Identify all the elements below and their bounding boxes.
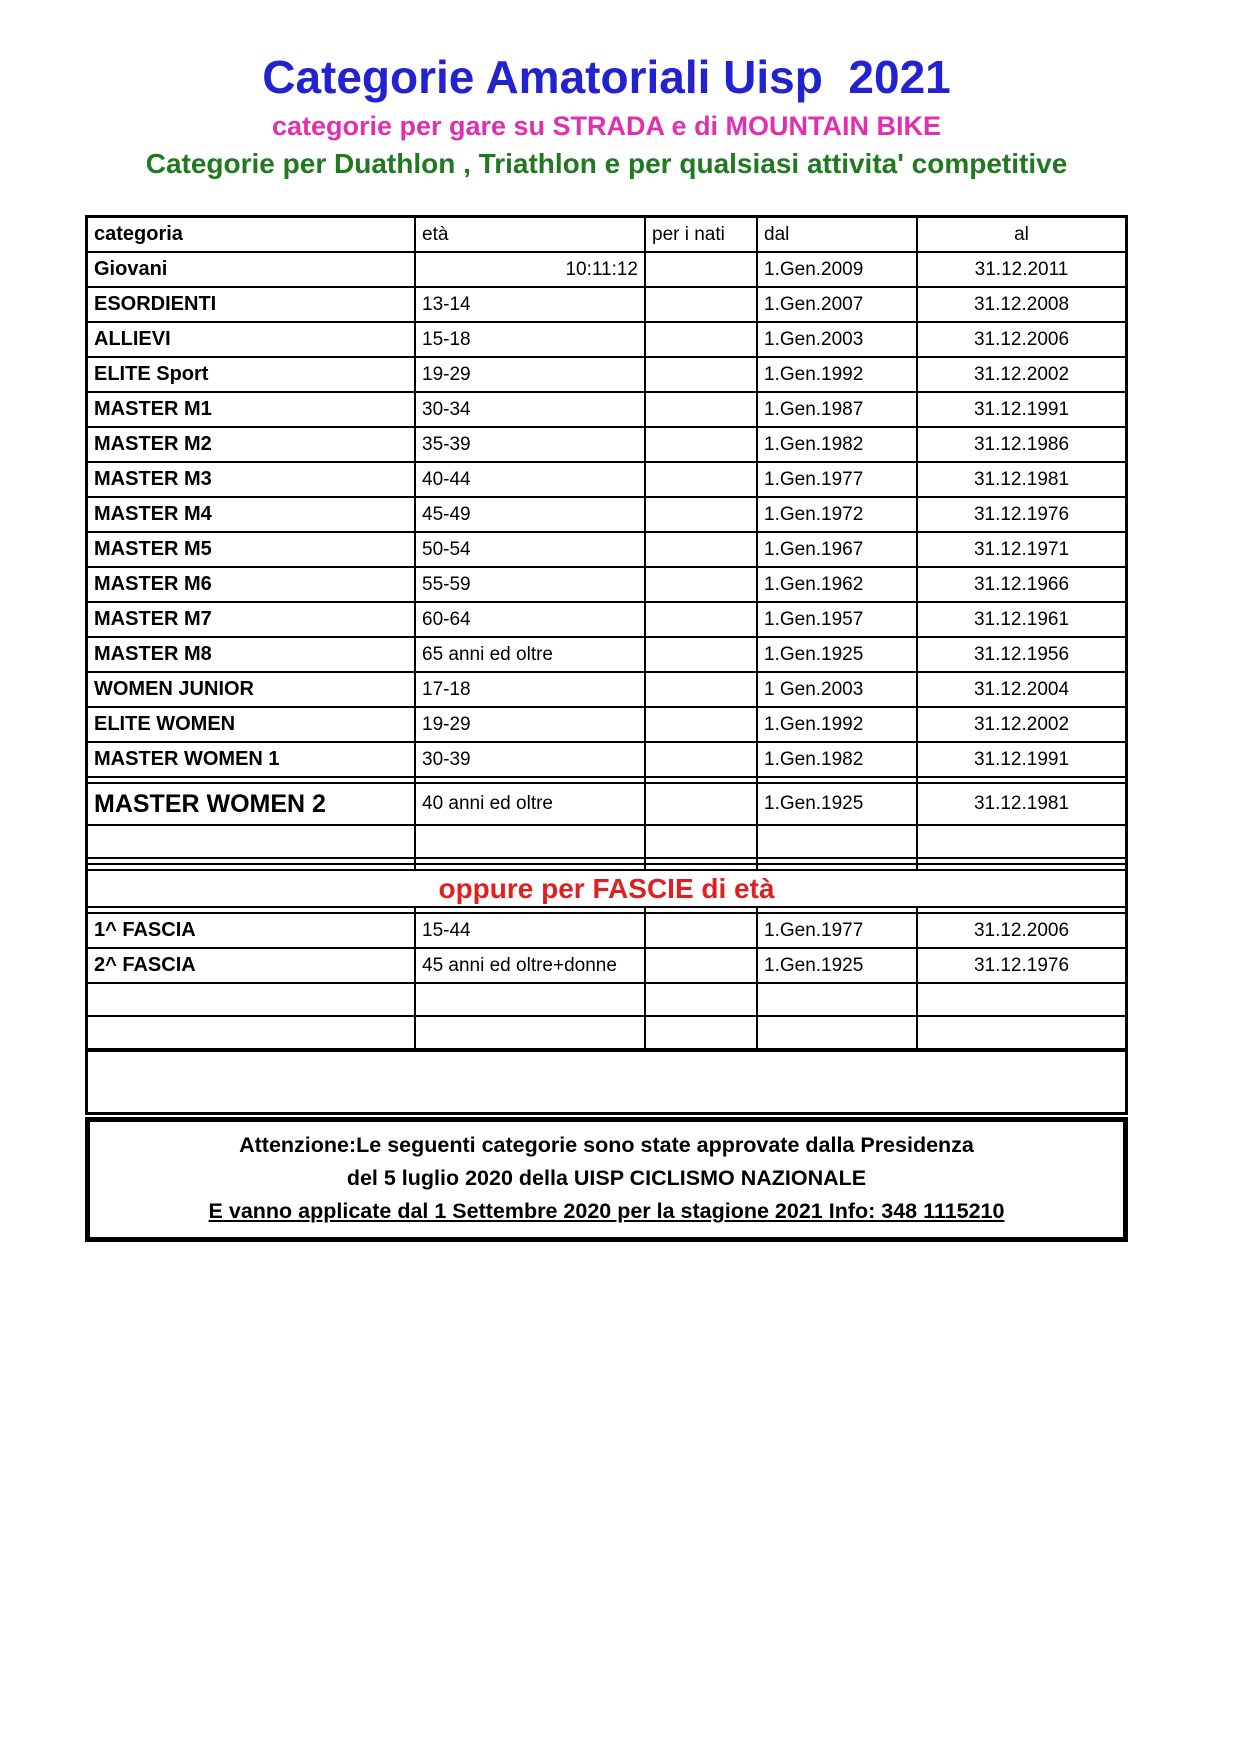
table-row [88,288,1125,323]
table-cell [416,908,646,912]
table-cell: 31.12.2006 [973,328,1070,350]
table-cell [646,393,758,426]
table-cell: 31.12.1971 [973,538,1070,560]
table-cell [646,859,758,863]
table-cell [646,826,758,857]
table-cell [646,498,758,531]
table-cell [646,865,758,869]
table-cell: ELITE Sport [88,358,416,391]
table-cell: 1.Gen.1982 [758,428,918,461]
table-cell: 40-44 [416,463,646,496]
table-row [88,673,1125,708]
table-cell [918,908,1125,912]
table-cell: 30-34 [416,393,646,426]
table-cell: 31.12.1961 [973,608,1070,630]
table-cell: 2^ FASCIA [88,949,416,982]
table-cell: 1.Gen.1957 [758,603,918,636]
table-row [88,253,1125,288]
table-row [88,708,1125,743]
table-cell [646,743,758,776]
table-cell: 31.12.2011 [974,258,1069,280]
empty-row [88,984,1125,1017]
header-categoria: categoria [88,218,416,251]
table-cell [646,533,758,566]
header-al: al [1014,223,1029,245]
table-cell: 50-54 [416,533,646,566]
table-cell: 1.Gen.2003 [758,323,918,356]
header-per-i-nati: per i nati [646,218,758,251]
table-cell [646,603,758,636]
table-cell: 1.Gen.1982 [758,743,918,776]
table-cell [758,826,918,857]
table-cell [758,859,918,863]
table-cell: 31.12.1986 [973,433,1070,455]
table-row [88,603,1125,638]
table-cell [646,358,758,391]
table-cell: 31.12.2002 [973,363,1070,385]
table-cell: 1.Gen.2007 [758,288,918,321]
table-row [88,949,1125,984]
section-title: oppure per FASCIE di età [438,872,775,904]
title-block [85,52,1128,180]
table-cell: 31.12.2008 [973,293,1070,315]
page-title: Categorie Amatoriali Uisp 2021 [262,51,951,103]
table-cell: MASTER M7 [88,603,416,636]
table-cell [646,638,758,671]
table-cell: 1.Gen.1925 [758,638,918,671]
table-cell: 31.12.1956 [973,643,1070,665]
table-cell [88,1017,416,1048]
table-cell: MASTER WOMEN 2 [88,784,416,824]
table-cell: 31.12.2006 [973,919,1070,941]
table-cell: 19-29 [416,358,646,391]
empty-row [88,826,1125,859]
categories-table [85,215,1128,1115]
table-cell: 1.Gen.1925 [758,784,918,824]
subtitle-competitive: Categorie per Duathlon , Triathlon e per qualsiasi attivita' competitive [145,147,1068,179]
table-row [88,743,1125,778]
table-cell: 45-49 [416,498,646,531]
table-cell [88,984,416,1015]
table-cell: 31.12.1976 [973,503,1070,525]
table-row [88,393,1125,428]
table-cell [88,859,416,863]
table-header-row [88,218,1125,253]
table-cell [416,984,646,1015]
table-cell: 1.Gen.1992 [758,708,918,741]
table-cell [918,984,1125,1015]
table-cell: 1.Gen.1925 [758,949,918,982]
table-cell [646,288,758,321]
section-title-row [88,871,1125,908]
table-cell: 1.Gen.1967 [758,533,918,566]
table-cell [646,908,758,912]
table-cell: 17-18 [416,673,646,706]
table-row [88,568,1125,603]
table-cell: 65 anni ed oltre [416,638,646,671]
table-cell: 31.12.1976 [973,954,1070,976]
table-cell: 13-14 [416,288,646,321]
table-cell: MASTER WOMEN 1 [88,743,416,776]
table-cell [758,865,918,869]
table-row [88,428,1125,463]
table-cell [646,673,758,706]
table-cell: ELITE WOMEN [88,708,416,741]
empty-row [88,1017,1125,1050]
table-cell: 60-64 [416,603,646,636]
table-cell: 1.Gen.1977 [758,463,918,496]
table-cell: 35-39 [416,428,646,461]
table-cell: 15-44 [416,914,646,947]
table-cell: 40 anni ed oltre [416,784,646,824]
table-cell: 10:11:12 [416,253,646,286]
table-cell: MASTER M8 [88,638,416,671]
table-cell: 31.12.2004 [973,678,1070,700]
table-cell: 1.Gen.1992 [758,358,918,391]
table-cell [646,253,758,286]
table-cell: 1.Gen.1977 [758,914,918,947]
table-cell [758,984,918,1015]
table-cell: 31.12.1966 [973,573,1070,595]
table-cell [646,428,758,461]
table-cell [646,984,758,1015]
table-cell [646,463,758,496]
table-cell: 1.Gen.1987 [758,393,918,426]
table-cell [758,908,918,912]
table-cell [416,859,646,863]
subtitle-road-mtb: categorie per gare su STRADA e di MOUNTAIN BIKE [271,110,942,141]
table-row [88,463,1125,498]
table-cell [88,826,416,857]
table-cell: MASTER M6 [88,568,416,601]
table-cell: 1.Gen.2009 [758,253,918,286]
notice-box [85,1117,1128,1242]
table-cell [918,859,1125,863]
table-row [88,638,1125,673]
table-cell: 31.12.1991 [973,748,1070,770]
table-cell [646,914,758,947]
table-cell [88,778,416,782]
table-cell [88,908,416,912]
table-cell: 31.12.1981 [973,793,1070,814]
notice-line-2: del 5 luglio 2020 della UISP CICLISMO NAZIONALE [346,1166,867,1191]
table-cell [646,784,758,824]
table-cell [416,865,646,869]
table-cell [416,826,646,857]
table-cell [918,1017,1125,1048]
table-cell [918,865,1125,869]
table-cell: 31.12.1981 [973,468,1070,490]
table-cell [646,778,758,782]
notice-line-3: E vanno applicate dal 1 Settembre 2020 per la stagione 2021 Info: 348 1115210 [208,1199,1005,1224]
table-cell [646,1017,758,1048]
table-cell [758,778,918,782]
table-cell [758,1017,918,1048]
table-cell: Giovani [88,253,416,286]
table-cell [646,949,758,982]
table-cell: ALLIEVI [88,323,416,356]
table-cell [416,778,646,782]
table-row [88,914,1125,949]
notice-line-1: Attenzione:Le seguenti categorie sono state approvate dalla Presidenza [239,1133,974,1157]
table-cell: 1.Gen.1962 [758,568,918,601]
table-cell [646,323,758,356]
table-row [88,498,1125,533]
table-cell [918,826,1125,857]
table-row [88,358,1125,393]
table-cell: 1^ FASCIA [88,914,416,947]
table-cell: ESORDIENTI [88,288,416,321]
table-cell: MASTER M2 [88,428,416,461]
table-cell: 1.Gen.1972 [758,498,918,531]
table-cell: 31.12.1991 [973,398,1070,420]
table-cell: 55-59 [416,568,646,601]
table-cell [88,865,416,869]
table-row [88,323,1125,358]
header-eta: età [416,218,646,251]
table-cell: MASTER M1 [88,393,416,426]
table-cell: MASTER M4 [88,498,416,531]
table-cell [646,708,758,741]
table-cell: 31.12.2002 [973,713,1070,735]
table-cell [416,1017,646,1048]
table-cell [646,568,758,601]
blank-wide-row [88,1050,1125,1112]
table-cell: MASTER M5 [88,533,416,566]
table-cell: WOMEN JUNIOR [88,673,416,706]
table-row [88,533,1125,568]
header-dal: dal [758,218,918,251]
table-cell: 19-29 [416,708,646,741]
table-cell: 15-18 [416,323,646,356]
table-cell: 1 Gen.2003 [758,673,918,706]
table-cell: MASTER M3 [88,463,416,496]
table-cell: 45 anni ed oltre+donne [416,949,646,982]
table-cell: 30-39 [416,743,646,776]
table-row [88,784,1125,826]
table-cell [918,778,1125,782]
